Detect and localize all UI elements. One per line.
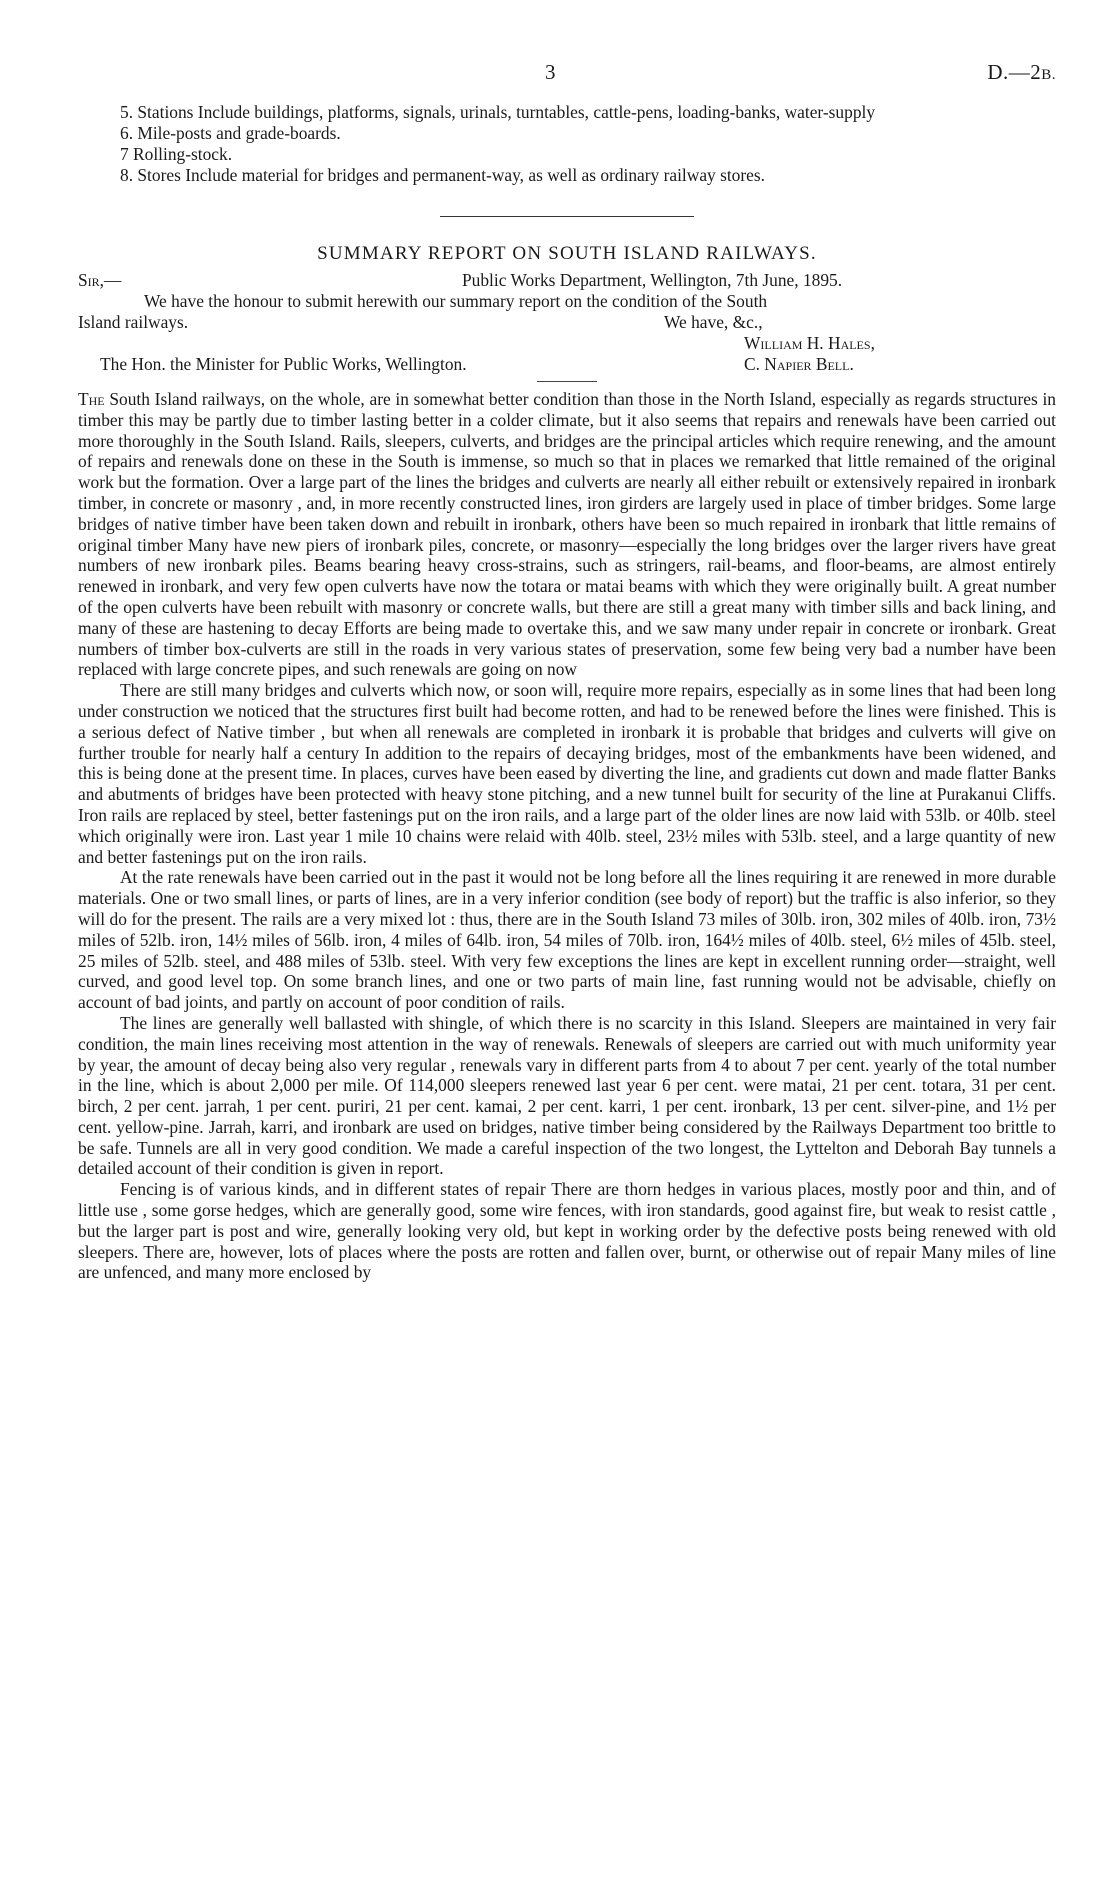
dateline: Public Works Department, Wellington, 7th June, 1895. <box>462 270 843 290</box>
body-paragraph: There are still many bridges and culverts which now, or soon will, require more repairs, especially as in some lines that had been long under construction we noticed that the structures first built had become rotten, and had to be renewed before the lines were finished. This is a serious defect of Native timber , but when all renewals are completed in ironbark it is probable that bridges and culverts will give on further trouble for nearly half a century In addition to the repairs of decaying bridges, most of the embankments have been widened, and this is being done at the present time. In places, curves have been eased by diverting the line, and gradients cut down and made flatter Banks and abutments of bridges have been protected with heavy stone pitching, and a new tunnel built for security of the line at Purakanui Cliffs. Iron rails are replaced by steel, better fastenings put on the iron rails, and a large part of the older lines are now laid with 53lb. or 40lb. steel which originally were iron. Last year 1 mile 10 chains were relaid with 40lb. steel, 23½ miles with 53lb. steel, and a large quantity of new and better fastenings put on the iron rails. <box>78 680 1056 867</box>
list-item: 6. Mile-posts and grade-boards. <box>120 123 341 143</box>
page-number: 3 <box>545 60 556 84</box>
letter-body-line: Island railways. <box>78 312 189 332</box>
letter-body-line: We have the honour to submit herewith our summary report on the condition of the South <box>144 291 768 311</box>
list-item: 5. Stations Include buildings, platforms, signals, urinals, turntables, cattle-pens, loading-banks, water-supply <box>120 102 876 122</box>
page-header <box>78 60 1056 102</box>
paragraph-text: South Island railways, on the whole, are in somewhat better condition than those in the North Island, especially as regards structures in timber this may be partly due to timber lasting better in a colder climate, but it also seems that repairs and renewals have been carried out more thoroughly in the South Island. Rails, sleepers, culverts, and bridges are the principal articles which require renewing, and the amount of repairs and renewals done on these in the South is immense, so much so that in places we remarked that little remained of the original work but the formation. Over a large part of the lines the bridges and culverts are nearly all either rebuilt or extensively repaired in ironbark timber, in concrete or masonry , and, in more recently constructed lines, iron girders are largely used in place of timber bridges. Some large bridges of native timber have been taken down and rebuilt in ironbark, others have been so much repaired in ironbark that little remains of original timber Many have new piers of ironbark piles, concrete, or masonry—especially the long bridges over the larger rivers have great numbers of new ironbark piles. Beams bearing heavy cross-strains, such as stringers, rail-beams, and floor-beams, are almost entirely renewed in ironbark, and very few open culverts have now the totara or matai beams with which they were originally built. A great number of the open culverts have been rebuilt with masonry or concrete walls, but there are still a great many with timber sills and back lining, and many of these are hastening to decay Efforts are being made to overtake this, and we saw many under repair in concrete or ironbark. Great numbers of timber box-culverts are still in the roads in very various states of preservation, some few being very bad a number have been replaced with large concrete pipes, and such renewals are going on now <box>78 389 1056 680</box>
addressee: The Hon. the Minister for Public Works, Wellington. <box>100 354 467 374</box>
salutation: Sir,— <box>78 270 122 290</box>
document-code <box>987 60 1056 85</box>
classification-list <box>78 102 1056 186</box>
body-paragraph: The lines are generally well ballasted with shingle, of which there is no scarcity in this Island. Sleepers are maintained in very fair condition, the main lines receiving most attention in the way of renewals. Renewals of sleepers are carried out with much uniformity year by year, the amount of decay being also very regular , renewals vary in different parts from 4 to about 7 per cent. yearly of the total number in the line, which is about 2,000 per mile. Of 114,000 sleepers renewed last year 6 per cent. were matai, 21 per cent. totara, 31 per cent. birch, 2 per cent. jarrah, 1 per cent. puriri, 21 per cent. kamai, 2 per cent. karri, 1 per cent. ironbark, 13 per cent. silver-pine, and 1½ per cent. yellow-pine. Jarrah, karri, and ironbark are used on bridges, native timber being considered by the Railways Department too brittle to be safe. Tunnels are all in very good condition. We made a careful inspection of the two longest, the Lyttelton and Deborah Bay tunnels a detailed account of their condition is given in report. <box>78 1012 1056 1179</box>
section-divider <box>440 216 694 217</box>
report-title: SUMMARY REPORT ON SOUTH ISLAND RAILWAYS. <box>317 243 817 264</box>
body-paragraph <box>78 389 1056 680</box>
document-code-suffix: B. <box>1041 67 1056 83</box>
signatory: C. Napier Bell. <box>744 354 854 374</box>
document-code-main: D.—2 <box>987 60 1042 84</box>
cover-letter <box>78 270 1056 375</box>
body-paragraph: At the rate renewals have been carried out in the past it would not be long before all the lines requiring it are renewed in more durable materials. One or two small lines, or parts of lines, are in a very inferior condition (see body of report) but the traffic is also inferior, so they will do for the present. The rails are a very mixed lot : thus, there are in the South Island 73 miles of 30lb. iron, 302 miles of 40lb. iron, 73½ miles of 52lb. iron, 14½ miles of 56lb. iron, 4 miles of 64lb. iron, 54 miles of 70lb. iron, 164½ miles of 40lb. steel, 6½ miles of 45lb. steel, 25 miles of 52lb. steel, and 488 miles of 53lb. steel. With very few exceptions the lines are kept in excellent running order—straight, well curved, and good level top. On some branch lines, and one or two parts of main line, fast running would not be advisable, chiefly on account of bad joints, and partly on account of poor condition of rails. <box>78 867 1056 1013</box>
list-item: 8. Stores Include material for bridges and permanent-way, as well as ordinary railway stores. <box>120 165 766 185</box>
report-body <box>78 389 1056 1283</box>
letter-divider <box>537 381 597 382</box>
list-item: 7 Rolling-stock. <box>120 144 233 164</box>
body-paragraph: Fencing is of various kinds, and in different states of repair There are thorn hedges in various places, mostly poor and thin, and of little use , some gorse hedges, which are generally good, some wire fences, with iron standards, good against fire, but weak to resist cattle , but the larger part is post and wire, generally looking very old, but kept in working order by the defective posts being renewed with old sleepers. There are, however, lots of places where the posts are rotten and fallen over, burnt, or otherwise out of repair Many miles of line are unfenced, and many more enclosed by <box>78 1179 1056 1283</box>
signatory: William H. Hales, <box>744 333 875 353</box>
lead-word: The <box>78 389 105 409</box>
document-page <box>78 60 1056 1283</box>
letter-closing: We have, &c., <box>664 312 763 332</box>
